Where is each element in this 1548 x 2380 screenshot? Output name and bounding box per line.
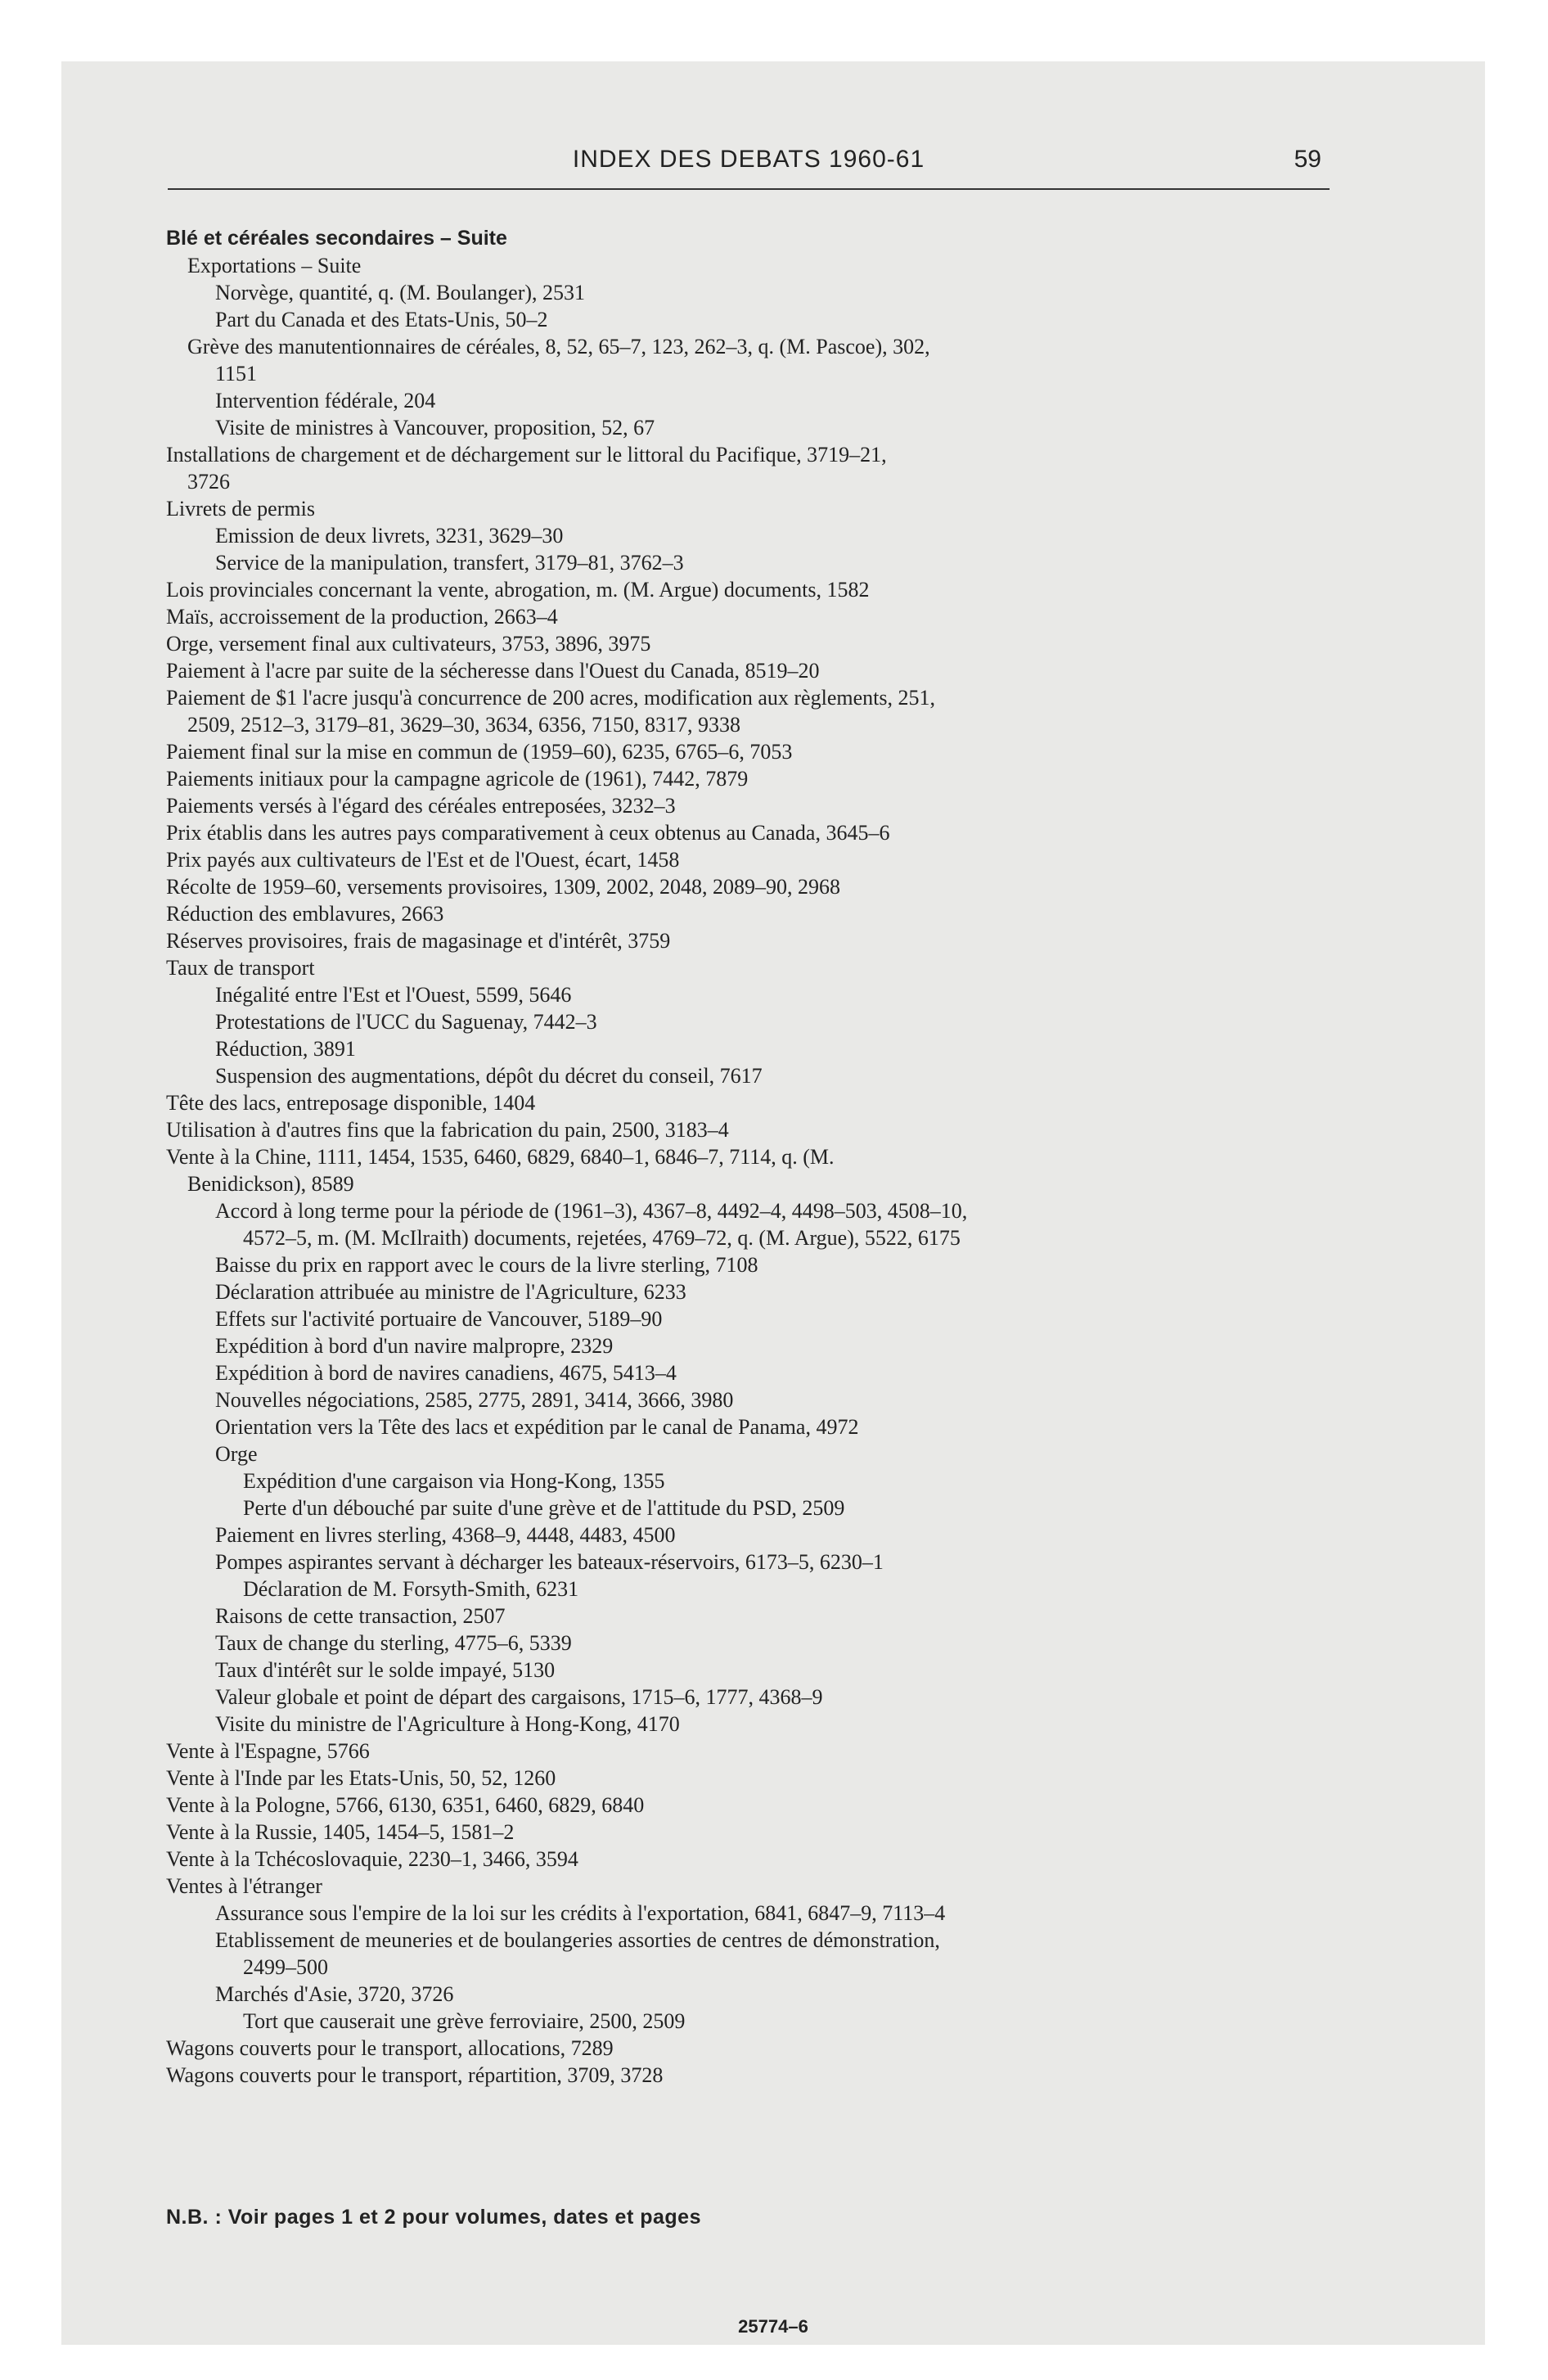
- index-entry: Vente à la Chine, 1111, 1454, 1535, 6460, 6829, 6840–1, 6846–7, 7114, q. (M.: [166, 1145, 835, 1169]
- index-entry: Grève des manutentionnaires de céréales, 8, 52, 65–7, 123, 262–3, q. (M. Pascoe), 302,: [187, 335, 930, 358]
- index-entry: Prix payés aux cultivateurs de l'Est et de l'Ouest, écart, 1458: [166, 848, 680, 872]
- index-entry: Vente à l'Inde par les Etats-Unis, 50, 52, 1260: [166, 1766, 556, 1790]
- index-entry: Paiement de $1 l'acre jusqu'à concurrence de 200 acres, modification aux règlements, 251,: [166, 686, 935, 710]
- index-entry: Assurance sous l'empire de la loi sur les crédits à l'exportation, 6841, 6847–9, 7113–4: [215, 1901, 946, 1925]
- scanned-page: [61, 61, 1485, 2345]
- index-entry: Paiement en livres sterling, 4368–9, 4448, 4483, 4500: [215, 1523, 676, 1547]
- index-entry: Orientation vers la Tête des lacs et expédition par le canal de Panama, 4972: [215, 1415, 859, 1439]
- index-entry: Benidickson), 8589: [187, 1172, 354, 1196]
- index-entry: Prix établis dans les autres pays comparativement à ceux obtenus au Canada, 3645–6: [166, 821, 890, 845]
- index-entry: Récolte de 1959–60, versements provisoires, 1309, 2002, 2048, 2089–90, 2968: [166, 875, 840, 899]
- index-entry: Wagons couverts pour le transport, répartition, 3709, 3728: [166, 2063, 664, 2087]
- index-entry: Nouvelles négociations, 2585, 2775, 2891, 3414, 3666, 3980: [215, 1388, 734, 1412]
- index-entry: Marchés d'Asie, 3720, 3726: [215, 1982, 454, 2006]
- index-entry: Etablissement de meuneries et de boulangeries assorties de centres de démonstration,: [215, 1928, 940, 1952]
- index-entry: Visite de ministres à Vancouver, proposition, 52, 67: [215, 416, 655, 439]
- index-entry: Paiement à l'acre par suite de la sécheresse dans l'Ouest du Canada, 8519–20: [166, 659, 820, 683]
- index-entry: Déclaration de M. Forsyth-Smith, 6231: [243, 1577, 579, 1601]
- index-entry: 1151: [215, 362, 258, 385]
- index-entry: Accord à long terme pour la période de (1961–3), 4367–8, 4492–4, 4498–503, 4508–10,: [215, 1199, 968, 1223]
- index-entry: Vente à l'Espagne, 5766: [166, 1739, 370, 1763]
- index-entry: Déclaration attribuée au ministre de l'Agriculture, 6233: [215, 1280, 686, 1304]
- index-entry: 4572–5, m. (M. McIlraith) documents, rejetées, 4769–72, q. (M. Argue), 5522, 6175: [243, 1226, 961, 1250]
- index-entry: Ventes à l'étranger: [166, 1874, 322, 1898]
- index-entry: Protestations de l'UCC du Saguenay, 7442–3: [215, 1010, 597, 1034]
- index-entry: Perte d'un débouché par suite d'une grève et de l'attitude du PSD, 2509: [243, 1496, 845, 1520]
- index-entry: Paiements initiaux pour la campagne agricole de (1961), 7442, 7879: [166, 767, 749, 791]
- index-entry: 3726: [187, 470, 230, 494]
- index-entry: Raisons de cette transaction, 2507: [215, 1604, 506, 1628]
- index-entry: Inégalité entre l'Est et l'Ouest, 5599, 5646: [215, 983, 572, 1007]
- index-entry: Paiement final sur la mise en commun de (1959–60), 6235, 6765–6, 7053: [166, 740, 793, 764]
- index-entry: Tête des lacs, entreposage disponible, 1404: [166, 1091, 536, 1115]
- page-title: INDEX DES DEBATS 1960-61: [572, 146, 925, 173]
- index-entry: Tort que causerait une grève ferroviaire, 2500, 2509: [243, 2009, 686, 2033]
- index-entry: Réduction, 3891: [215, 1037, 356, 1061]
- index-entry: Réserves provisoires, frais de magasinage et d'intérêt, 3759: [166, 929, 671, 953]
- index-entry: Installations de chargement et de déchargement sur le littoral du Pacifique, 3719–21,: [166, 443, 887, 467]
- footnote: N.B. : Voir pages 1 et 2 pour volumes, dates et pages: [166, 2206, 701, 2229]
- index-entry: Livrets de permis: [166, 497, 315, 521]
- index-entry: Expédition d'une cargaison via Hong-Kong, 1355: [243, 1469, 665, 1493]
- index-entry: Taux de change du sterling, 4775–6, 5339: [215, 1631, 572, 1655]
- print-code: 25774–6: [738, 2316, 808, 2337]
- index-entry: Wagons couverts pour le transport, allocations, 7289: [166, 2036, 614, 2060]
- index-entry: 2499–500: [243, 1955, 328, 1979]
- index-entry: Expédition à bord d'un navire malpropre, 2329: [215, 1334, 614, 1358]
- index-entry: Réduction des emblavures, 2663: [166, 902, 444, 926]
- index-entry: Utilisation à d'autres fins que la fabrication du pain, 2500, 3183–4: [166, 1118, 729, 1142]
- index-entry: Vente à la Tchécoslovaquie, 2230–1, 3466, 3594: [166, 1847, 578, 1871]
- index-entry: Suspension des augmentations, dépôt du décret du conseil, 7617: [215, 1064, 763, 1088]
- index-entry: Valeur globale et point de départ des cargaisons, 1715–6, 1777, 4368–9: [215, 1685, 823, 1709]
- index-entry: Taux de transport: [166, 956, 315, 980]
- index-entry: Lois provinciales concernant la vente, abrogation, m. (M. Argue) documents, 1582: [166, 578, 870, 602]
- index-entry: Exportations – Suite: [187, 254, 362, 277]
- page-number: 59: [1294, 146, 1321, 173]
- index-entries: [166, 225, 1361, 2089]
- index-entry: Visite du ministre de l'Agriculture à Hong-Kong, 4170: [215, 1712, 680, 1736]
- index-entry: Vente à la Pologne, 5766, 6130, 6351, 6460, 6829, 6840: [166, 1793, 645, 1817]
- index-entry: Vente à la Russie, 1405, 1454–5, 1581–2: [166, 1820, 515, 1844]
- index-entry: Pompes aspirantes servant à décharger les bateaux-réservoirs, 6173–5, 6230–1: [215, 1550, 884, 1574]
- index-entry: 2509, 2512–3, 3179–81, 3629–30, 3634, 6356, 7150, 8317, 9338: [187, 713, 740, 737]
- index-entry: Service de la manipulation, transfert, 3179–81, 3762–3: [215, 551, 684, 575]
- index-entry: Maïs, accroissement de la production, 2663–4: [166, 605, 558, 629]
- index-entry: Orge, versement final aux cultivateurs, 3753, 3896, 3975: [166, 632, 651, 656]
- index-entry: Norvège, quantité, q. (M. Boulanger), 2531: [215, 281, 586, 304]
- index-entry: Blé et céréales secondaires – Suite: [166, 227, 507, 250]
- index-entry: Emission de deux livrets, 3231, 3629–30: [215, 524, 564, 548]
- page-header: [168, 139, 1330, 190]
- index-entry: Intervention fédérale, 204: [215, 389, 436, 412]
- index-entry: Taux d'intérêt sur le solde impayé, 5130: [215, 1658, 556, 1682]
- index-entry: Paiements versés à l'égard des céréales entreposées, 3232–3: [166, 794, 676, 818]
- index-entry: Part du Canada et des Etats-Unis, 50–2: [215, 308, 548, 331]
- index-entry: Effets sur l'activité portuaire de Vancouver, 5189–90: [215, 1307, 663, 1331]
- index-entry: Baisse du prix en rapport avec le cours de la livre sterling, 7108: [215, 1253, 758, 1277]
- index-entry: Orge: [215, 1442, 258, 1466]
- index-entry: Expédition à bord de navires canadiens, 4675, 5413–4: [215, 1361, 677, 1385]
